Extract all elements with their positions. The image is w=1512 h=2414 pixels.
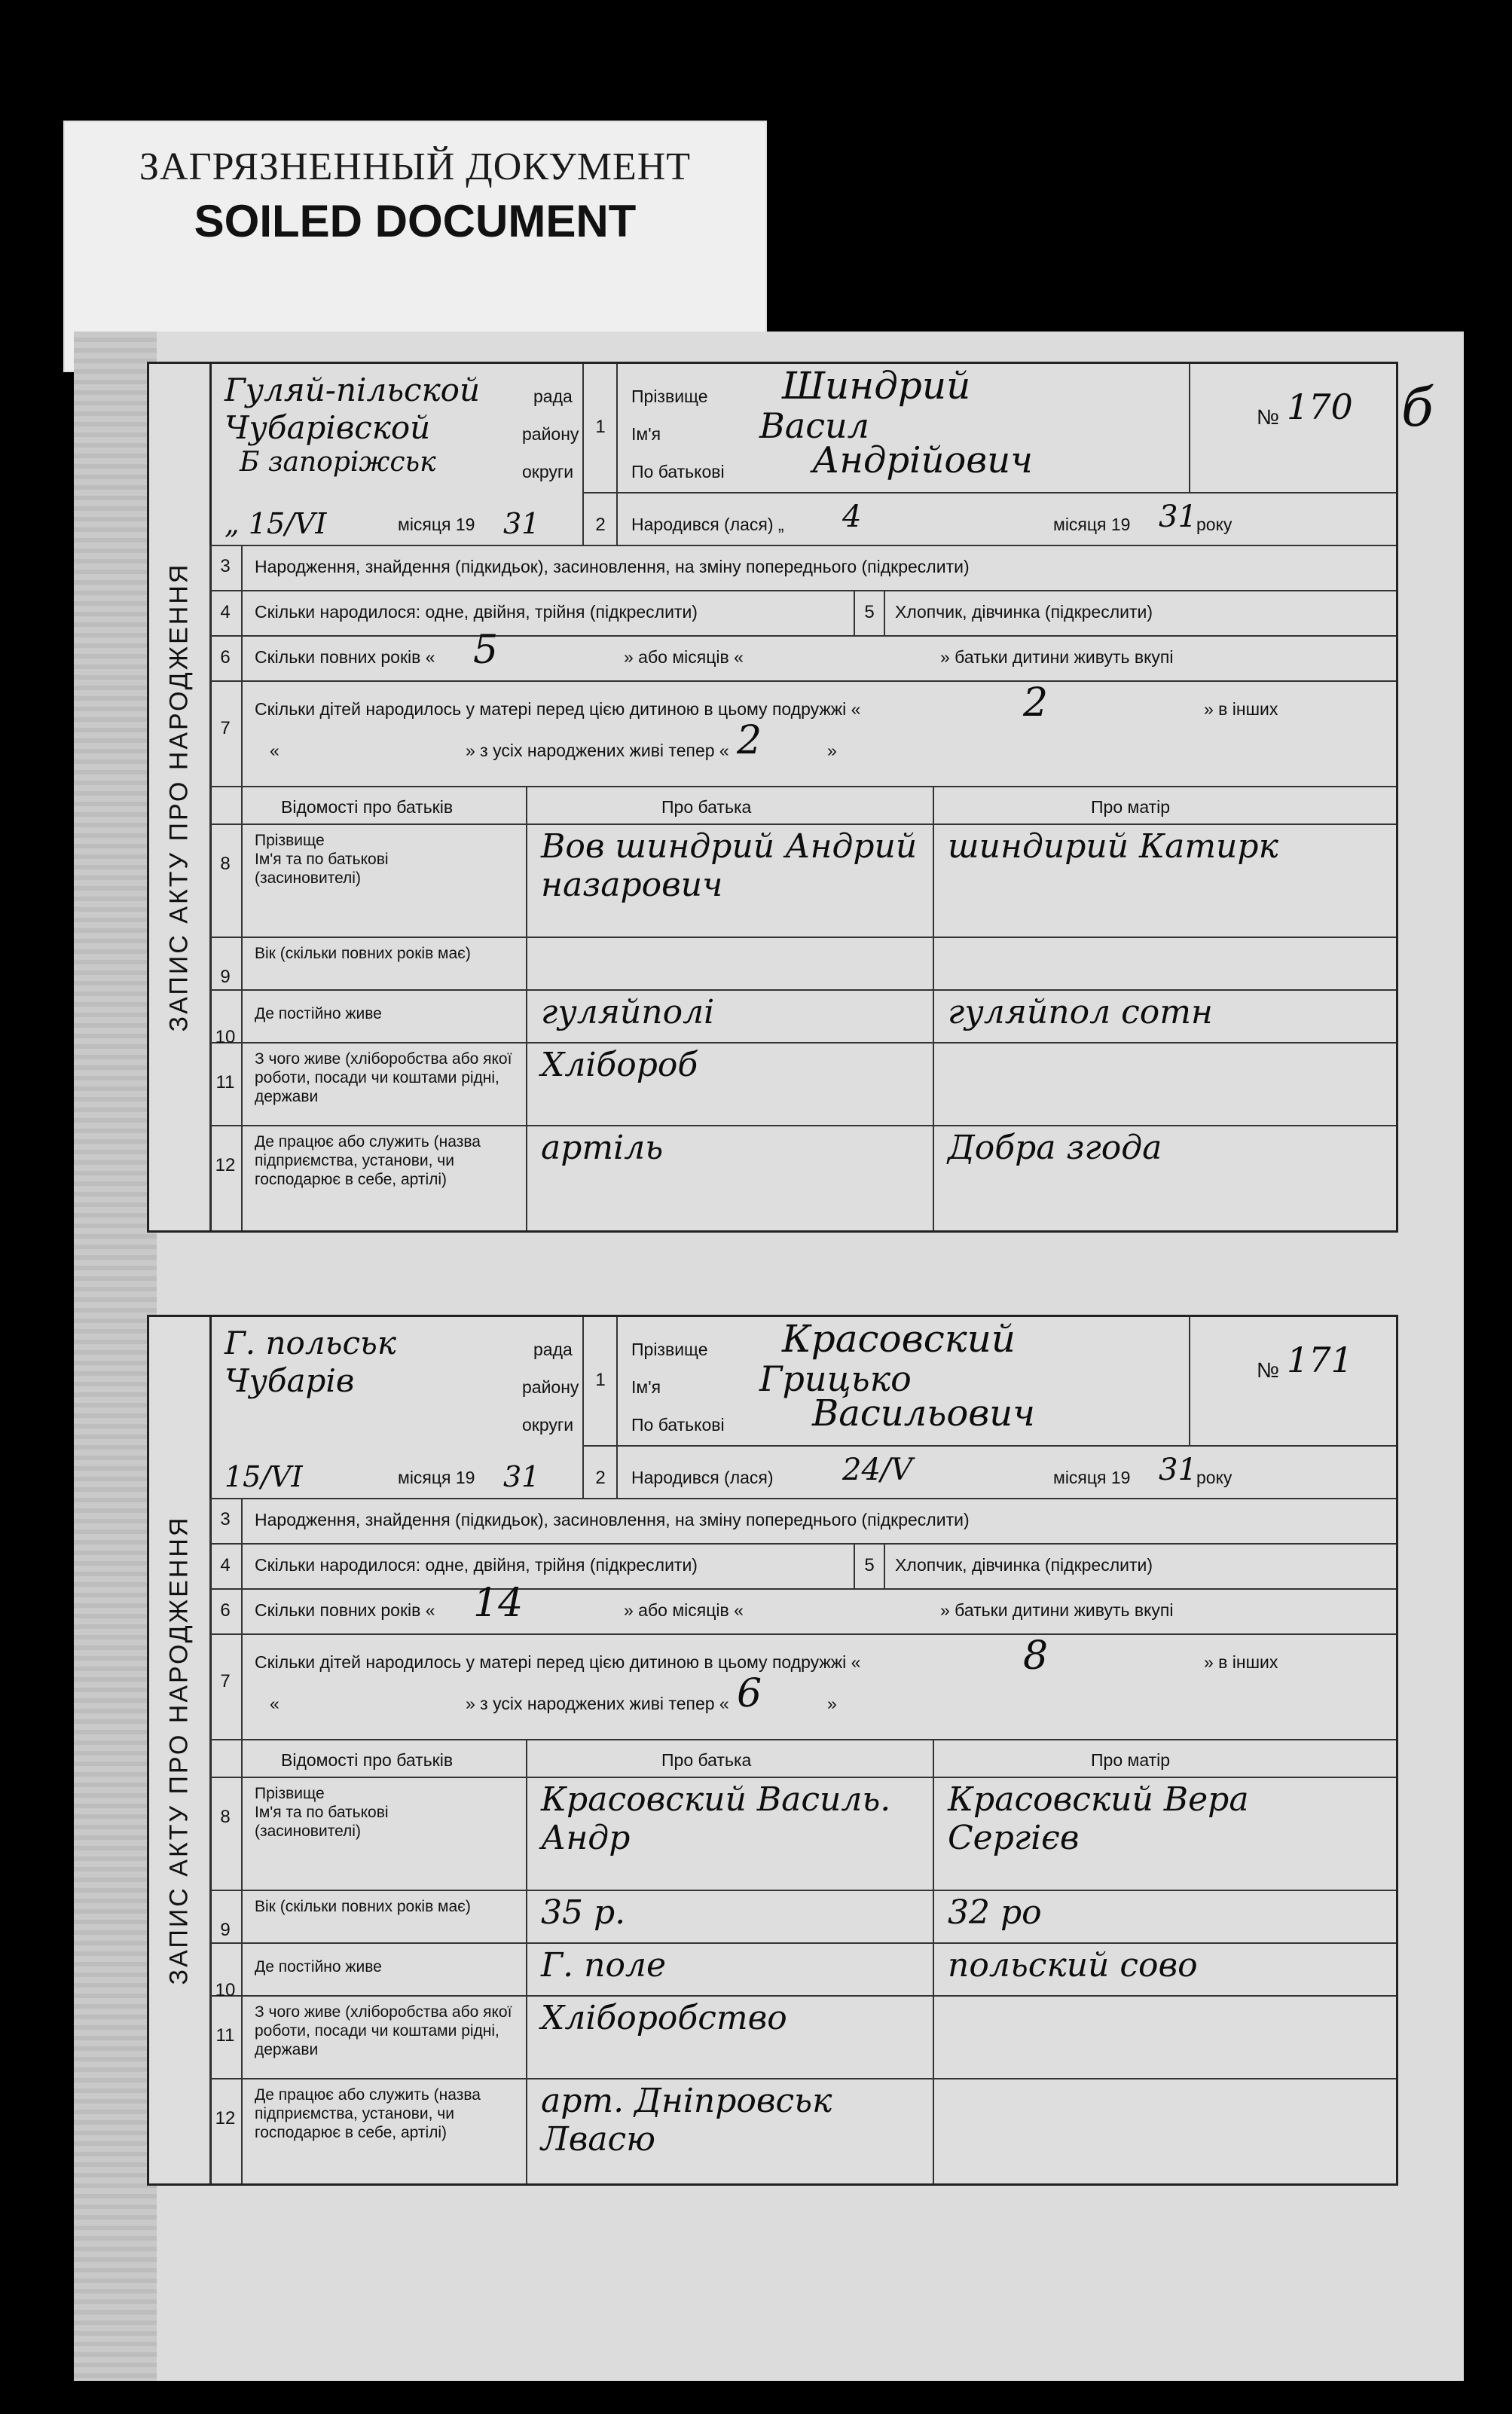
patronymic-label: По батькові: [631, 462, 725, 481]
row-7e-text: »: [827, 1694, 837, 1713]
born-day-handwritten: 24/V: [842, 1453, 913, 1487]
born-day-handwritten: 4: [842, 500, 862, 534]
surname-label: Прізвище: [631, 1340, 708, 1359]
row-8-father-handwritten: Вов шиндрий Андрий назарович: [541, 827, 918, 904]
row-5-text: Хлопчик, дівчинка (підкреслити): [895, 602, 1153, 622]
side-title-column: [149, 1317, 212, 2183]
record-number-handwritten: 171: [1287, 1340, 1353, 1380]
surname-label: Прізвище: [631, 387, 708, 406]
row-8-mother-handwritten: шиндирий Катирк: [948, 827, 1278, 866]
patronymic-label: По батькові: [631, 1415, 725, 1435]
date-handwritten: 15/VI: [225, 1460, 303, 1493]
row-number-3: 3: [220, 556, 231, 576]
born-year-handwritten: 31: [1159, 500, 1197, 534]
row-9-father-handwritten: 35 р.: [541, 1893, 626, 1932]
row-number-6: 6: [220, 647, 231, 668]
row-number-7: 7: [220, 718, 231, 738]
row-number-1: 1: [595, 417, 606, 437]
row-number-11: 11: [215, 1072, 235, 1092]
row-8-father-handwritten: Красовский Василь. Андр: [541, 1780, 891, 1857]
row-7d-text: » з усіх народжених живі тепер «: [466, 741, 729, 760]
rayon-handwritten: Чубарів: [225, 1362, 355, 1399]
row-number-9: 9: [220, 967, 231, 987]
record-number-handwritten: 170: [1287, 387, 1353, 427]
page-mark: б: [1401, 377, 1434, 438]
row-6-handwritten: 14: [473, 1581, 524, 1626]
row-7-handwritten-2: 6: [737, 1671, 762, 1716]
row-10-label: Де постійно живе: [255, 1005, 382, 1022]
binding-strip: [74, 332, 157, 2381]
header-father: Про батька: [661, 1750, 752, 1770]
row-number-3: 3: [220, 1509, 231, 1529]
date-handwritten: „ 15/VI: [225, 507, 327, 540]
born-month-label: місяця 19: [1053, 1468, 1131, 1487]
row-6a-text: Скільки повних років «: [255, 1600, 435, 1620]
row-7b-text: » в інших: [1204, 699, 1278, 719]
born-roku-label: року: [1196, 1468, 1233, 1487]
row-number-12: 12: [215, 1155, 236, 1175]
row-6c-text: » батьки дитини живуть вкупі: [940, 1600, 1174, 1620]
row-7-handwritten-2: 2: [737, 718, 762, 763]
born-month-label: місяця 19: [1053, 515, 1131, 534]
row-number-7: 7: [220, 1671, 231, 1691]
header-mother: Про матір: [1091, 1750, 1171, 1770]
row-11-label: З чого живе (хліборобства або якої роботи, посади чи коштами рідні, держави: [255, 2003, 517, 2059]
row-number-1: 1: [595, 1370, 606, 1390]
rada-handwritten: Гуляй-пільской: [225, 371, 480, 408]
name-handwritten: Васил: [759, 405, 869, 446]
row-6c-text: » батьки дитини живуть вкупі: [940, 647, 1174, 667]
row-11-father-handwritten: Хліборобство: [541, 1999, 787, 2037]
row-7e-text: »: [827, 741, 837, 760]
row-number-4: 4: [220, 602, 231, 622]
row-7d-text: » з усіх народжених живі тепер «: [466, 1694, 729, 1713]
header-parents-info: Відомості про батьків: [281, 797, 454, 817]
header-father: Про батька: [661, 797, 752, 817]
number-label: №: [1257, 1358, 1280, 1382]
header-mother: Про матір: [1091, 797, 1171, 817]
row-9-label: Вік (скільки повних років має): [255, 945, 471, 962]
row-4-text: Скільки народилося: одне, двійня, трійня (підкреслити): [255, 602, 698, 622]
patronymic-handwritten: Васильович: [812, 1392, 1035, 1435]
row-4-text: Скільки народилося: одне, двійня, трійня (підкреслити): [255, 1555, 698, 1575]
row-number-8: 8: [220, 1807, 231, 1827]
row-3-text: Народження, знайдення (підкидьок), засиновлення, на зміну попереднього (підкреслити): [255, 557, 970, 576]
row-10-mother-handwritten: гуляйпол сотн: [948, 993, 1213, 1031]
born-label: Народився (лася): [631, 1468, 774, 1487]
born-roku-label: року: [1196, 515, 1233, 534]
label-russian: ЗАГРЯЗНЕННЫЙ ДОКУМЕНТ: [139, 145, 692, 188]
row-8-label: Прізвище Ім'я та по батькові (засиновителі): [255, 832, 389, 888]
row-10-label: Де постійно живе: [255, 1958, 382, 1976]
misyatsia-label: місяця 19: [398, 515, 475, 534]
row-8-mother-handwritten: Красовский Вера Сергієв: [948, 1780, 1249, 1857]
row-number-11: 11: [215, 2025, 235, 2046]
rada-label: рада: [533, 387, 573, 406]
row-7c-text: «: [270, 1694, 279, 1713]
surname-handwritten: Красовский: [782, 1317, 1016, 1361]
row-7a-text: Скільки дітей народилось у матері перед цією дитиною в цьому подружжі «: [255, 1652, 861, 1672]
row-7a-text: Скільки дітей народилось у матері перед цією дитиною в цьому подружжі «: [255, 699, 861, 719]
patronymic-handwritten: Андрійович: [812, 439, 1033, 481]
born-label: Народився (лася) „: [631, 515, 784, 534]
rayon-label: району: [522, 424, 579, 444]
row-number-9: 9: [220, 1920, 231, 1940]
row-number-2: 2: [595, 1468, 606, 1488]
rada-handwritten: Г. польськ: [225, 1325, 396, 1361]
rayon-handwritten: Чубарівской: [225, 409, 431, 446]
row-6b-text: » або місяців «: [624, 1600, 744, 1620]
header-parents-info: Відомості про батьків: [281, 1750, 454, 1770]
row-number-12: 12: [215, 2108, 236, 2128]
birth-record-form-2: [147, 1315, 1398, 2186]
row-number-10: 10: [215, 1027, 236, 1047]
row-11-label: З чого живе (хліборобства або якої роботи, посади чи коштами рідні, держави: [255, 1050, 517, 1106]
row-5-text: Хлопчик, дівчинка (підкреслити): [895, 1555, 1153, 1575]
row-number-6: 6: [220, 1600, 231, 1621]
misyatsia-label: місяця 19: [398, 1468, 475, 1487]
side-title-column: [149, 364, 212, 1230]
row-number-4: 4: [220, 1555, 231, 1575]
name-label: Ім'я: [631, 424, 661, 444]
row-12-label: Де працює або служить (назва підприємства, установи, чи господарює в себе, артілі): [255, 2086, 485, 2142]
row-number-10: 10: [215, 1980, 236, 2000]
row-number-8: 8: [220, 854, 231, 874]
row-6a-text: Скільки повних років «: [255, 647, 435, 667]
row-7c-text: «: [270, 741, 279, 760]
row-10-mother-handwritten: польский сово: [948, 1946, 1198, 1985]
row-number-2: 2: [595, 515, 606, 535]
row-10-father-handwritten: Г. поле: [541, 1946, 666, 1985]
row-6-handwritten: 5: [473, 628, 499, 673]
row-12-label: Де працює або служить (назва підприємства, установи, чи господарює в себе, артілі): [255, 1133, 485, 1189]
row-11-father-handwritten: Хлібороб: [541, 1046, 698, 1084]
row-number-5: 5: [864, 602, 875, 622]
row-number-5: 5: [864, 1555, 875, 1575]
rayon-label: району: [522, 1377, 579, 1397]
side-title: ЗАПИС АКТУ ПРО НАРОДЖЕННЯ: [164, 562, 194, 1032]
row-9-mother-handwritten: 32 ро: [948, 1893, 1042, 1932]
row-12-father-handwritten: арт. Дніпровськ Лвасю: [541, 2082, 832, 2159]
okrug-label: округи: [522, 1415, 574, 1435]
row-9-label: Вік (скільки повних років має): [255, 1898, 471, 1915]
surname-handwritten: Шиндрий: [782, 364, 971, 408]
year-handwritten: 31: [503, 1460, 540, 1493]
row-12-mother-handwritten: Добра згода: [948, 1129, 1162, 1167]
name-handwritten: Грицько: [759, 1358, 912, 1399]
row-7-handwritten-1: 8: [1023, 1633, 1049, 1679]
row-8-label: Прізвище Ім'я та по батькові (засиновителі): [255, 1785, 389, 1841]
row-10-father-handwritten: гуляйполі: [541, 993, 715, 1031]
okrug-label: округи: [522, 462, 574, 481]
row-6b-text: » або місяців «: [624, 647, 744, 667]
year-handwritten: 31: [503, 507, 540, 540]
row-7-handwritten-1: 2: [1023, 680, 1049, 726]
label-english: SOILED DOCUMENT: [194, 196, 637, 246]
row-3-text: Народження, знайдення (підкидьок), засиновлення, на зміну попереднього (підкреслити): [255, 1510, 970, 1529]
side-title: ЗАПИС АКТУ ПРО НАРОДЖЕННЯ: [164, 1515, 194, 1985]
okrug-handwritten: Б запоріжськ: [240, 447, 436, 478]
rada-label: рада: [533, 1340, 573, 1359]
number-label: №: [1257, 405, 1280, 429]
name-label: Ім'я: [631, 1377, 661, 1397]
row-12-father-handwritten: артіль: [541, 1129, 664, 1167]
birth-record-form-1: [147, 362, 1398, 1233]
born-year-handwritten: 31: [1159, 1453, 1197, 1487]
row-7b-text: » в інших: [1204, 1652, 1278, 1672]
